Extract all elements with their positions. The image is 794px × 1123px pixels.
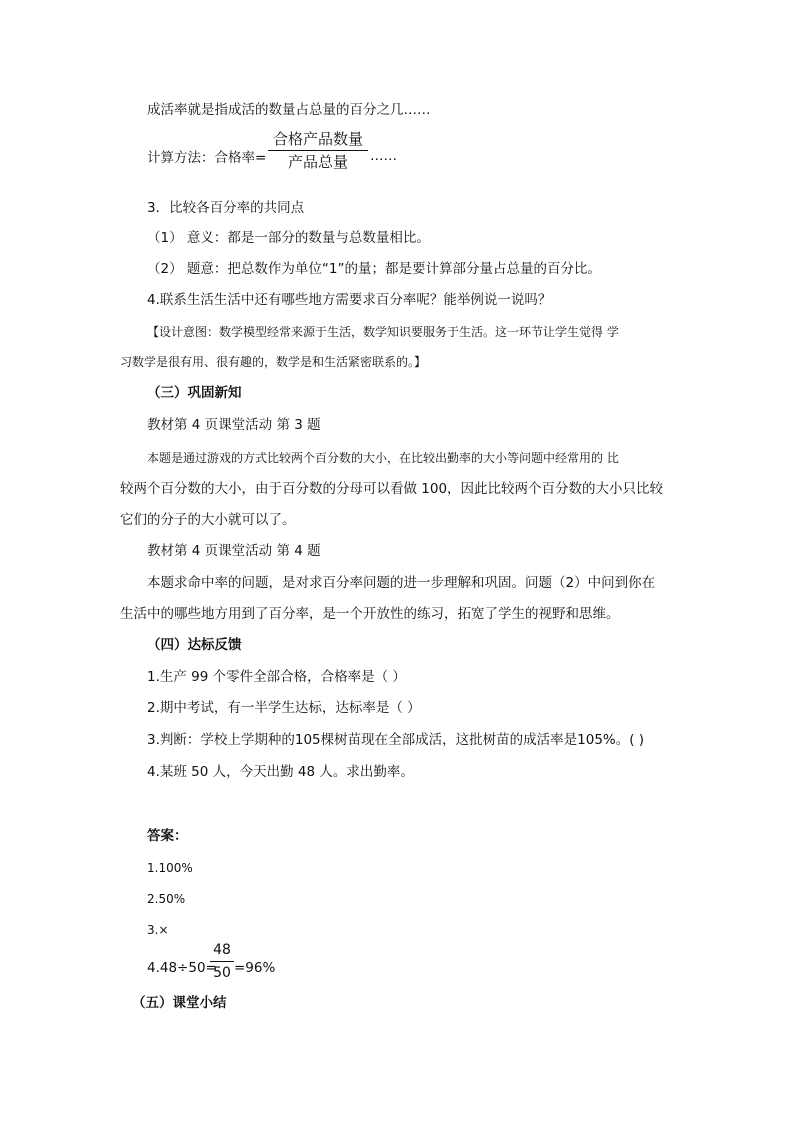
para-b-line2: 生活中的哪些地方用到了百分率，是一个开放性的练习，拓宽了学生的视野和思维。: [120, 606, 620, 622]
answer-4-fraction: [210, 941, 234, 982]
design-intent-line1: 【设计意图：数学模型经常来源于生活，数学知识要服务于生活。这一环节让学生觉得 学: [147, 325, 619, 339]
design-intent-line2: 习数学是很有用、很有趣的，数学是和生活紧密联系的。】: [120, 355, 427, 369]
formula-fraction: [268, 130, 368, 171]
answer-3: 3.×: [147, 923, 169, 937]
question-3: 3.判断：学校上学期种的105棵树苗现在全部成活，这批树苗的成活率是105%。( ): [147, 732, 645, 748]
question-1: 1.生产 99 个零件全部合格，合格率是（ ）: [147, 669, 406, 685]
answers-title: 答案：: [147, 828, 188, 844]
question-2: 2.期中考试，有一半学生达标，达标率是（ ）: [147, 700, 421, 716]
section3-title: 3．比较各百分率的共同点: [147, 200, 305, 216]
answer-1: 1.100%: [147, 861, 193, 875]
heading-feedback: （四）达标反馈: [147, 637, 242, 653]
answer-4-suffix: =96%: [234, 960, 276, 976]
point-1: （1） 意义：都是一部分的数量与总数量相比。: [147, 230, 430, 246]
question-4: 4.某班 50 人，今天出勤 48 人。求出勤率。: [147, 764, 414, 780]
point-2: （2） 题意：把总数作为单位“1”的量；都是要计算部分量占总量的百分比。: [147, 261, 601, 277]
para-b-line1: 本题求命中率的问题，是对求百分率问题的进一步理解和巩固。问题（2）中问到你在: [147, 575, 656, 591]
definition-line: 成活率就是指成活的数量占总量的百分之几……: [147, 102, 431, 118]
answer-2: 2.50%: [147, 892, 186, 906]
formula-numerator: 合格产品数量: [272, 130, 363, 148]
task-b: 教材第 4 页课堂活动 第 4 题: [147, 543, 321, 559]
heading-consolidate: （三）巩固新知: [147, 385, 242, 401]
task-a: 教材第 4 页课堂活动 第 3 题: [147, 417, 321, 433]
formula-prefix: 计算方法：合格率=: [147, 150, 267, 166]
formula-suffix: ……: [370, 148, 397, 164]
answer-4-denominator: 50: [213, 965, 231, 981]
para-a-line1: 本题是通过游戏的方式比较两个百分数的大小，在比较出勤率的大小等问题中经常用的 比: [147, 451, 619, 465]
formula-denominator: 产品总量: [287, 153, 348, 171]
answer-4-numerator: 48: [213, 942, 231, 958]
para-a-line2: 较两个百分数的大小，由于百分数的分母可以看做 100，因此比较两个百分数的大小只比较: [120, 481, 664, 497]
heading-summary: （五）课堂小结: [132, 995, 227, 1011]
fraction-bar: [268, 150, 368, 151]
answer-4-prefix: 4.48÷50=: [147, 960, 217, 976]
point-4: 4.联系生活生活中还有哪些地方需要求百分率呢？能举例说一说吗？: [147, 292, 552, 308]
answer-4-fraction-bar: [210, 961, 234, 962]
para-a-line3: 它们的分子的大小就可以了。: [120, 512, 296, 528]
